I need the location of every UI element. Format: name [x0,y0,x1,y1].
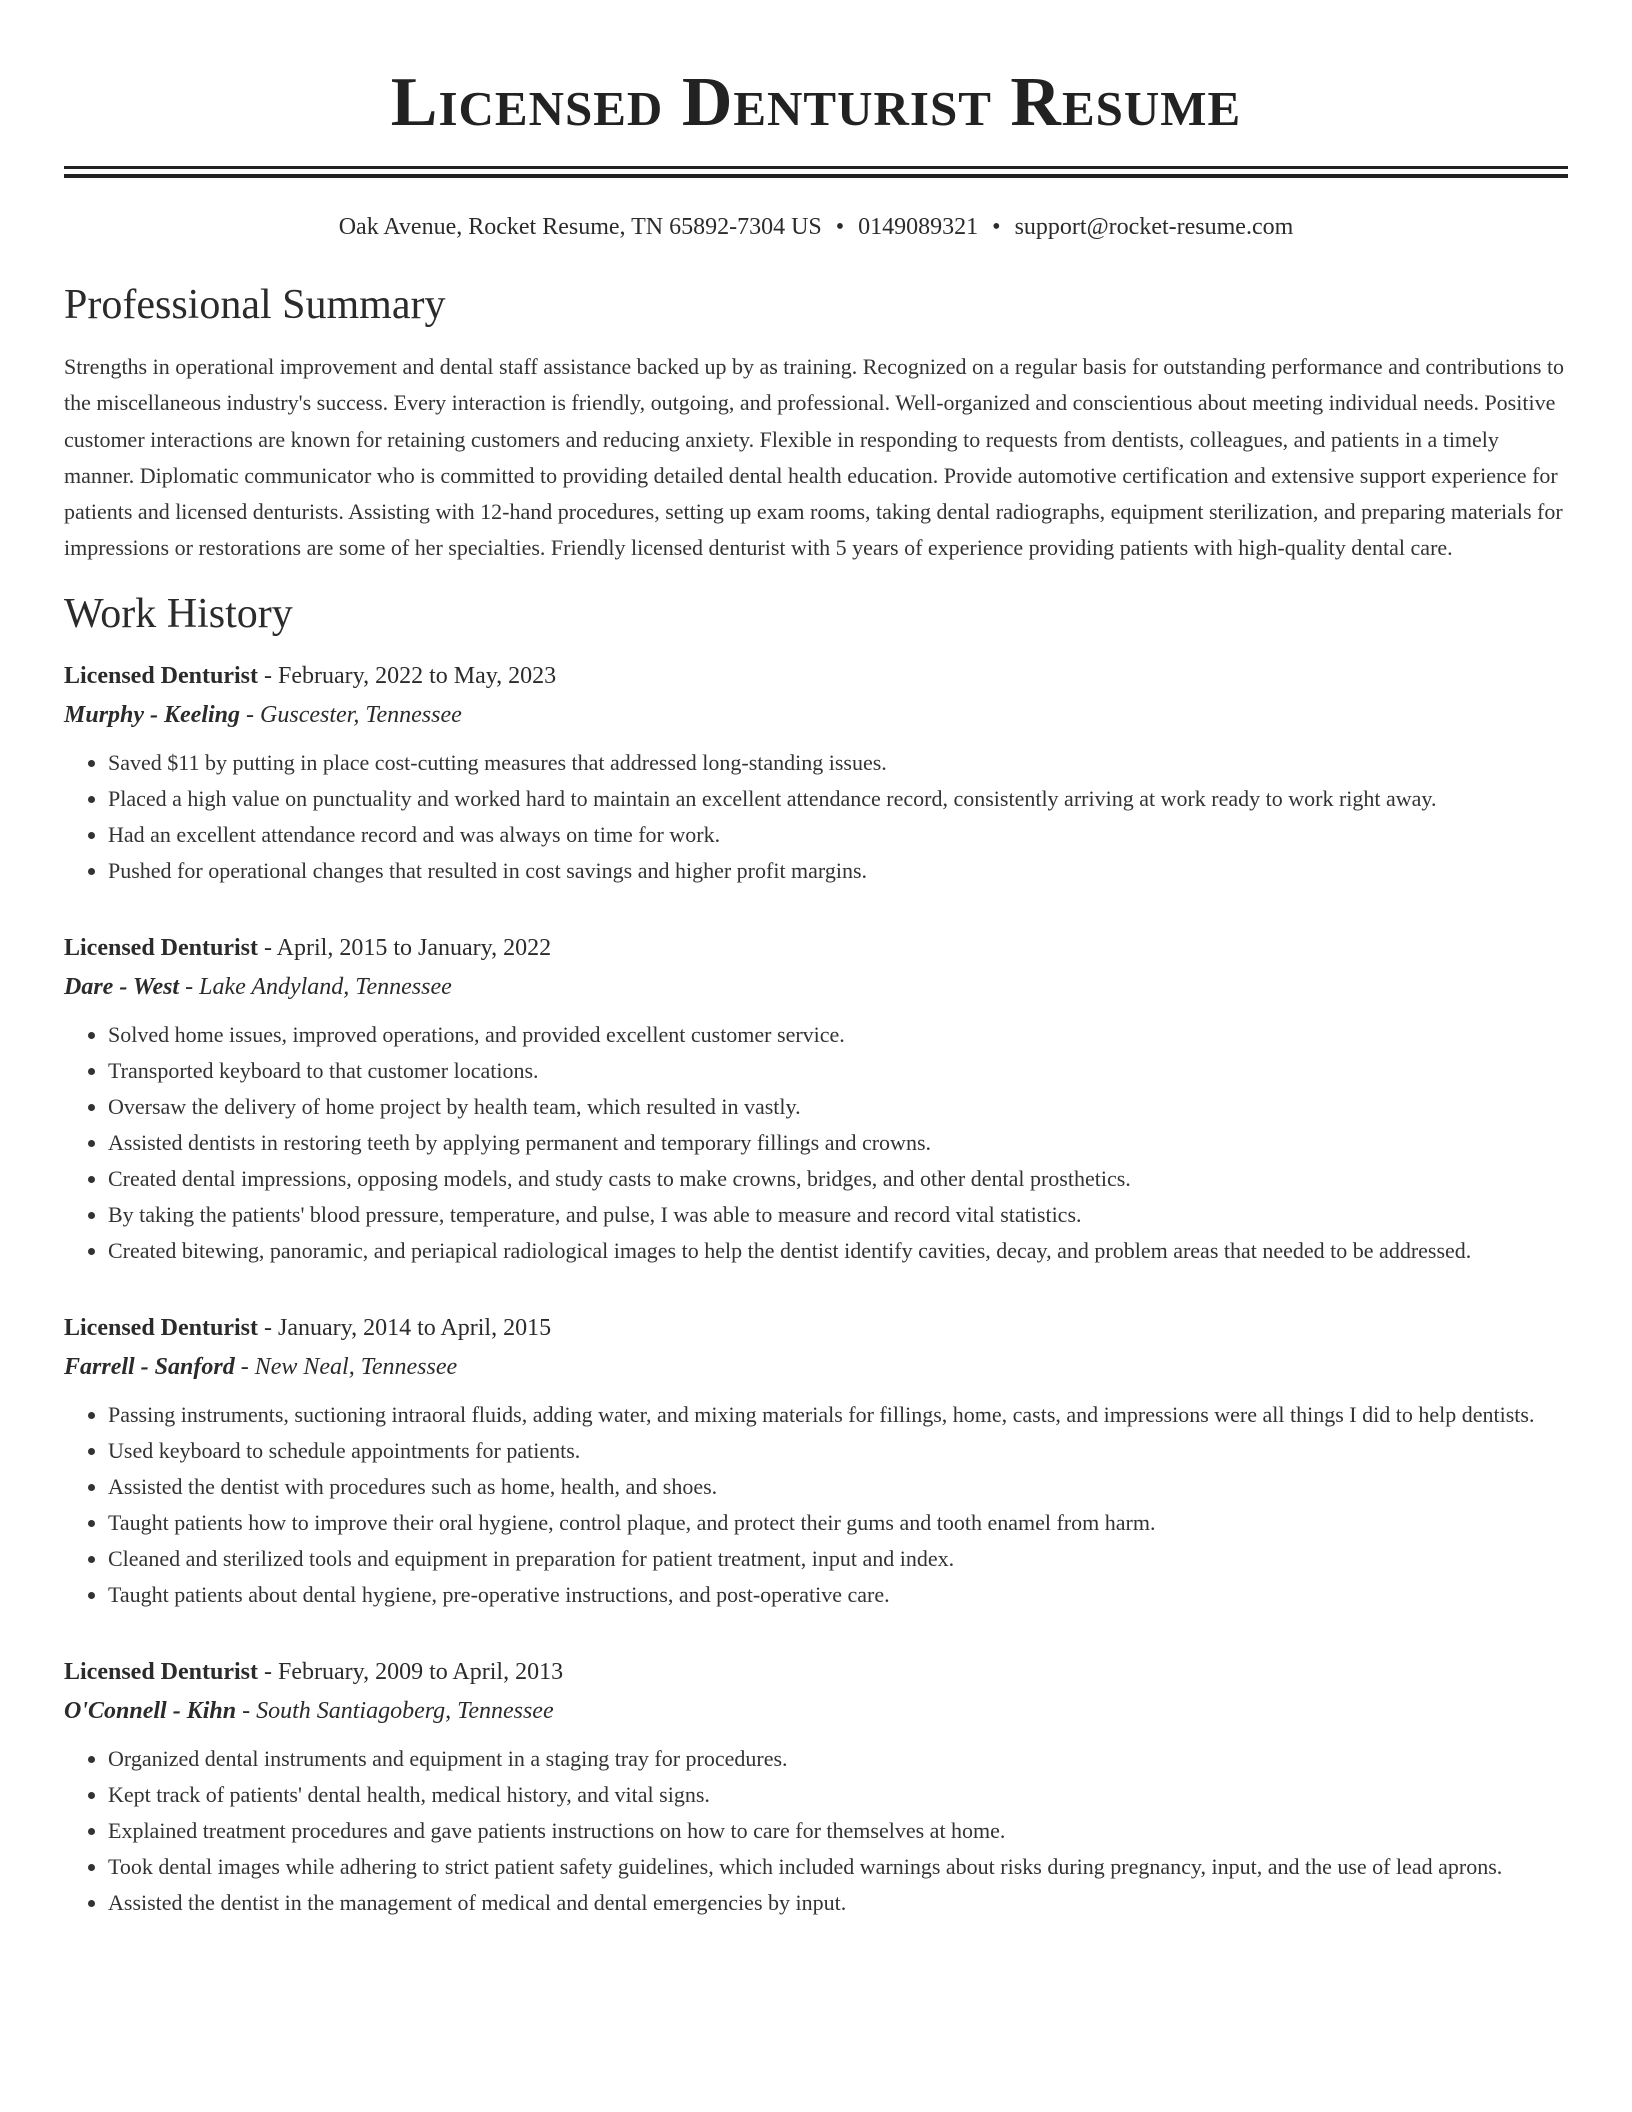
job-title-line: Licensed Denturist - April, 2015 to January, 2022 [64,934,552,961]
job-bullet: • Assisted the dentist with procedures such as home, health, and shoes. [108,1469,1568,1505]
contact-email: support@rocket-resume.com [1014,214,1294,240]
job-bullet: • Explained treatment procedures and gave patients instructions on how to care for themselves at home. [108,1813,1568,1849]
job-bullet: • Saved $11 by putting in place cost-cutting measures that addressed long-standing issues. [108,745,1568,781]
job-bullets [64,1017,1568,1269]
job-bullet: • By taking the patients' blood pressure, temperature, and pulse, I was able to measure and record vital statistics. [108,1197,1568,1233]
job-location: New Neal, Tennessee [254,1353,458,1380]
employer-line: Farrell - Sanford - New Neal, Tennessee [64,1353,458,1380]
job-title: Licensed Denturist [64,1658,258,1685]
job-bullet: • Assisted dentists in restoring teeth by applying permanent and temporary fillings and crowns. [108,1125,1568,1161]
job-location: South Santiagoberg, Tennessee [256,1697,554,1724]
job-bullet: • Used keyboard to schedule appointments for patients. [108,1433,1568,1469]
job-title: Licensed Denturist [64,934,258,961]
job-bullet: • Created dental impressions, opposing models, and study casts to make crowns, bridges, and other dental prosthetics. [108,1161,1568,1197]
employer-line: O'Connell - Kihn - South Santiagoberg, Tennessee [64,1697,554,1724]
job-title: Licensed Denturist [64,1314,258,1341]
employer-line: Dare - West - Lake Andyland, Tennessee [64,973,452,1000]
title-rule-bottom [64,174,1568,178]
job-bullet: • Took dental images while adhering to strict patient safety guidelines, which included warnings about risks during pregnancy, input, and the use of lead aprons. [108,1849,1568,1885]
job-bullet: • Had an excellent attendance record and was always on time for work. [108,817,1568,853]
job-title-line: Licensed Denturist - February, 2022 to May, 2023 [64,662,557,689]
job-bullets [64,1741,1568,1921]
employer-name: Dare - West [64,973,180,1000]
job-entry [64,657,1568,889]
job-bullet: • Transported keyboard to that customer locations. [108,1053,1568,1089]
job-title-line: Licensed Denturist - February, 2009 to April, 2013 [64,1658,564,1685]
job-location: Guscester, Tennessee [260,701,462,728]
job-dates: February, 2022 to May, 2023 [278,662,557,689]
job-bullet: • Organized dental instruments and equipment in a staging tray for procedures. [108,1741,1568,1777]
job-bullet: • Oversaw the delivery of home project by health team, which resulted in vastly. [108,1089,1568,1125]
job-bullet: • Pushed for operational changes that resulted in cost savings and higher profit margins. [108,853,1568,889]
job-location: Lake Andyland, Tennessee [199,973,452,1000]
employer-name: Murphy - Keeling [64,701,241,728]
title-rule-top [64,166,1568,169]
employer-line: Murphy - Keeling - Guscester, Tennessee [64,701,462,728]
job-bullets [64,745,1568,889]
job-bullet: • Cleaned and sterilized tools and equipment in preparation for patient treatment, input and index. [108,1541,1568,1577]
resume-title: Licensed Denturist Resume [390,64,1242,141]
job-bullet: • Created bitewing, panoramic, and periapical radiological images to help the dentist identify cavities, decay, and problem areas that needed to be addressed. [108,1233,1568,1269]
contact-address: Oak Avenue, Rocket Resume, TN 65892-7304 US [338,214,822,240]
contact-separator: • [992,214,1001,240]
job-bullet: • Passing instruments, suctioning intraoral fluids, adding water, and mixing materials for fillings, home, casts, and impressions were all things I did to help dentists. [108,1397,1568,1433]
job-bullet: • Taught patients how to improve their oral hygiene, control plaque, and protect their gums and tooth enamel from harm. [108,1505,1568,1541]
job-bullet: • Assisted the dentist in the management of medical and dental emergencies by input. [108,1885,1568,1921]
job-entry [64,1309,1568,1613]
job-entry [64,929,1568,1269]
employer-name: Farrell - Sanford [64,1353,235,1380]
summary-heading: Professional Summary [64,282,446,328]
job-bullet: • Solved home issues, improved operations, and provided excellent customer service. [108,1017,1568,1053]
contact-phone: 0149089321 [858,214,979,240]
job-bullet: • Taught patients about dental hygiene, pre-operative instructions, and post-operative care. [108,1577,1568,1613]
job-bullets [64,1397,1568,1613]
contact-line [64,212,1568,242]
contact-separator: • [835,214,845,240]
job-bullet: • Kept track of patients' dental health, medical history, and vital signs. [108,1777,1568,1813]
job-title: Licensed Denturist [64,662,258,689]
employer-name: O'Connell - Kihn [64,1697,237,1724]
summary-text: Strengths in operational improvement and dental staff assistance backed up by as training. Recognized on a regular basis for outstanding performance and contributions to the miscellaneous industry's success. Every interaction is friendly, outgoing, and professional. Well-organized and conscientious about meeting individual needs. Positive customer interactions are known for retaining customers and reducing anxiety. Flexible in responding to requests from dentists, colleagues, and patients in a timely manner. Diplomatic communicator who is committed to providing detailed dental health education. Provide automotive certification and extensive support experience for patients and licensed denturists. Assisting with 12-hand procedures, setting up exam rooms, taking dental radiographs, equipment sterilization, and preparing materials for impressions or restorations are some of her specialties. Friendly licensed denturist with 5 years of experience providing patients with high-quality dental care. [64,354,1565,561]
job-dates: April, 2015 to January, 2022 [276,934,552,961]
job-bullet: • Placed a high value on punctuality and worked hard to maintain an excellent attendance record, consistently arriving at work ready to work right away. [108,781,1568,817]
job-entry [64,1653,1568,1921]
work-history-heading: Work History [64,590,293,637]
job-dates: February, 2009 to April, 2013 [278,1658,564,1685]
resume-page [64,0,1568,1921]
job-dates: January, 2014 to April, 2015 [278,1314,552,1341]
job-title-line: Licensed Denturist - January, 2014 to April, 2015 [64,1314,552,1341]
